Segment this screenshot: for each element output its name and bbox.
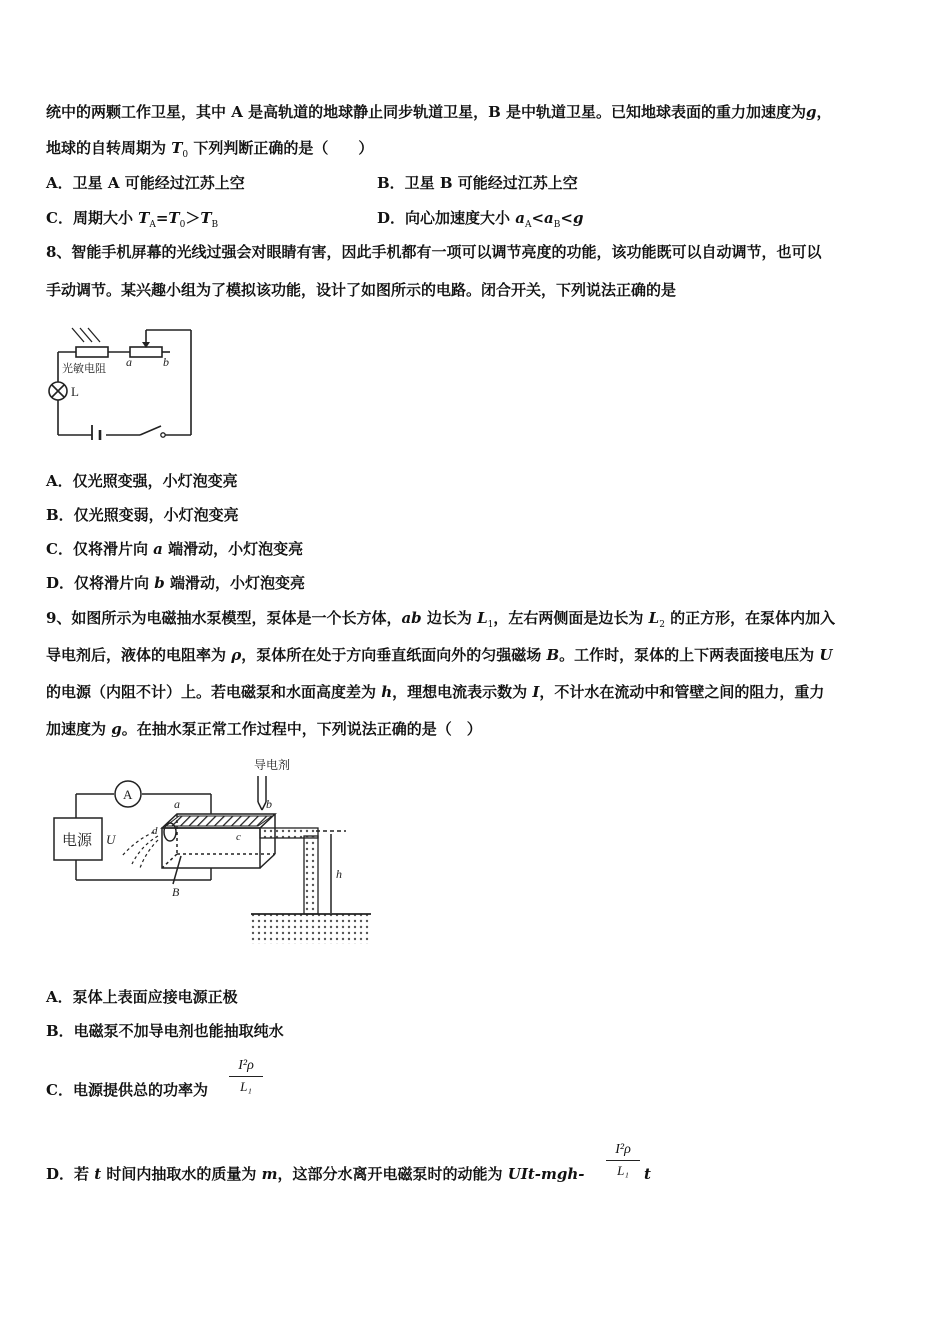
q8-option-a[interactable]: A．仅光照变强，小灯泡变亮 <box>46 472 238 490</box>
q7-option-d[interactable]: D．向心加速度大小 $a_A<a_B<g$ <box>377 209 584 230</box>
q8-option-b[interactable]: B．仅光照变弱，小灯泡变亮 <box>46 506 239 524</box>
water-inflow <box>122 832 158 868</box>
q8-option-c[interactable]: C．仅将滑片向 a 端滑动，小灯泡变亮 <box>46 540 304 558</box>
q8-option-d[interactable]: D．仅将滑片向 b 端滑动，小灯泡变亮 <box>46 574 305 592</box>
label-B: B <box>172 885 180 899</box>
label-b: b <box>163 355 169 369</box>
label-b: b <box>266 797 272 811</box>
rheostat <box>130 347 162 357</box>
switch <box>161 433 165 437</box>
q7-option-c[interactable]: C．周期大小 $T_A=T_0>T_B$ <box>46 209 219 230</box>
q9-pump-diagram <box>46 756 376 951</box>
q9-option-d-tail: t <box>644 1165 651 1183</box>
q9-option-c-fraction <box>229 1058 263 1095</box>
lamp-icon <box>49 382 67 400</box>
q7-stem-line1: 统中的两颗工作卫星，其中 A 是高轨道的地球静止同步轨道卫星，B 是中轨道卫星。已知地球表面的重力加速度为g， <box>46 103 832 121</box>
label-source: 电源 <box>62 833 93 849</box>
label-agent: 导电剂 <box>254 758 291 772</box>
q9-option-c[interactable]: C．电源提供总的功率为 <box>46 1081 208 1099</box>
q9-stem-line1: 9、如图所示为电磁抽水泵模型，泵体是一个长方体，ab 边长为 $L_1$，左右两侧面是边长为 $L_2$ 的正方形，在泵体内加入 <box>46 609 836 630</box>
q9-option-a[interactable]: A．泵体上表面应接电源正极 <box>46 988 238 1006</box>
photoresistor <box>76 347 108 357</box>
label-U: U <box>106 832 116 847</box>
label-h: h <box>336 867 342 881</box>
label-c: c <box>236 831 241 843</box>
fraction-denominator: L₁ <box>240 1079 252 1094</box>
label-photoresistor: 光敏电阻 <box>62 363 106 375</box>
fraction-denominator: L₁ <box>617 1163 629 1178</box>
q7-option-b[interactable]: B．卫星 B 可能经过江苏上空 <box>377 174 578 192</box>
q9-option-d[interactable]: D．若 t 时间内抽取水的质量为 m，这部分水离开电磁泵时的动能为 UIt-mgh- <box>46 1165 585 1183</box>
pump-top-plate <box>166 816 272 826</box>
q8-stem-line1: 8、智能手机屏幕的光线过强会对眼睛有害，因此手机都有一项可以调节亮度的功能，该功能既可以自动调节，也可以 <box>46 243 822 261</box>
label-a: a <box>126 355 132 369</box>
fraction-numerator: I²ρ <box>229 1058 263 1077</box>
q9-option-d-fraction <box>606 1142 640 1179</box>
label-d: d <box>152 825 158 837</box>
q9-option-b[interactable]: B．电磁泵不加导电剂也能抽取纯水 <box>46 1022 284 1040</box>
q9-stem-line4: 加速度为 g。在抽水泵正常工作过程中，下列说法正确的是（ ） <box>46 720 482 738</box>
water-reservoir <box>251 914 371 944</box>
q8-circuit-diagram <box>46 322 196 440</box>
label-lamp: L <box>71 384 79 399</box>
q9-stem-line3: 的电源（内阻不计）上。若电磁泵和水面高度差为 h，理想电流表示数为 I，不计水在流动中和管壁之间的阻力，重力 <box>46 683 825 701</box>
q9-stem-line2: 导电剂后，液体的电阻率为 ρ，泵体所在处于方向垂直纸面向外的匀强磁场 B。工作时，泵体的上下两表面接电压为 U <box>46 646 833 664</box>
q7-option-a[interactable]: A．卫星 A 可能经过江苏上空 <box>46 174 245 192</box>
q7-stem-line2: 地球的自转周期为 $T_0$ 下列判断正确的是（ ） <box>46 139 374 160</box>
vertical-pipe <box>304 836 318 914</box>
fraction-numerator: I²ρ <box>606 1142 640 1161</box>
q8-stem-line2: 手动调节。某兴趣小组为了模拟该功能，设计了如图所示的电路。闭合开关，下列说法正确的是 <box>46 281 677 299</box>
light-arrows-icon <box>72 328 100 342</box>
label-ammeter: A <box>123 787 133 802</box>
label-a: a <box>174 797 180 811</box>
